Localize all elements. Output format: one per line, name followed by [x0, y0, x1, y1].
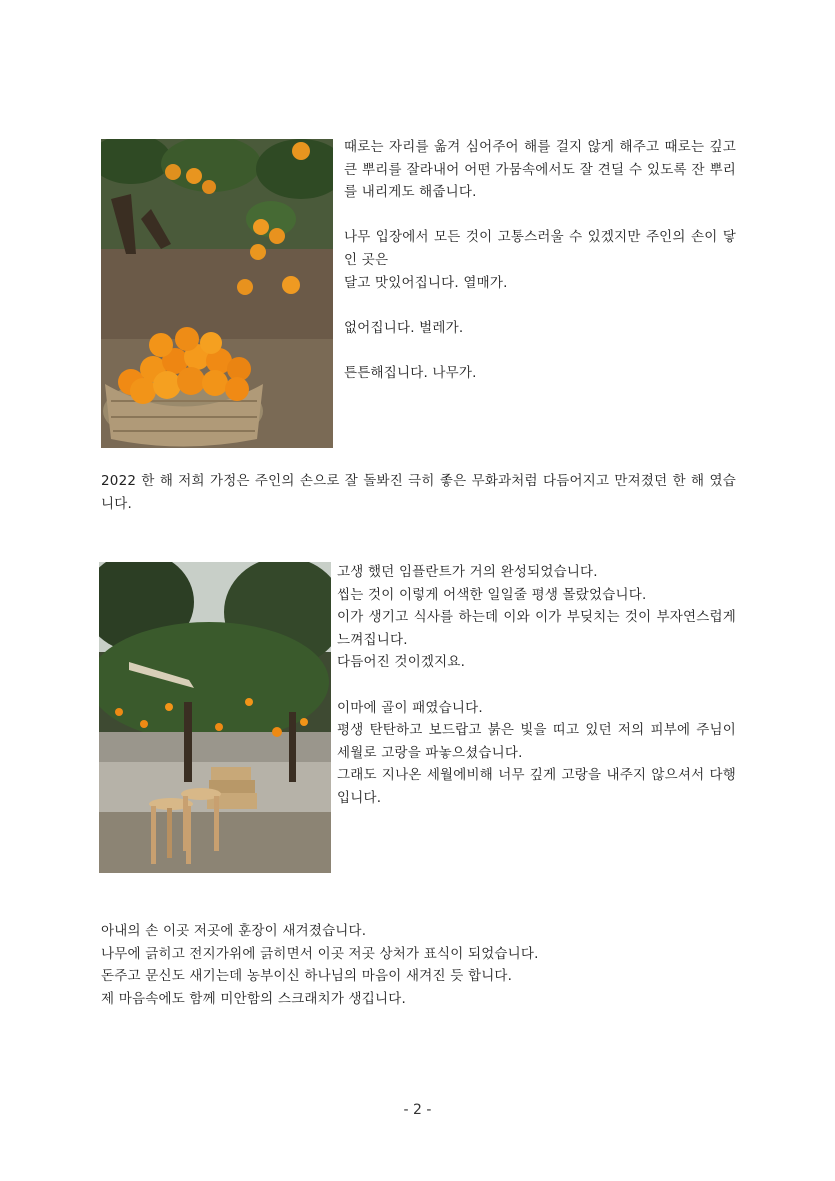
line-teeth: 이가 생기고 식사를 하는데 이와 이가 부딪치는 것이 부자연스럽게 느껴집니다. [337, 609, 736, 648]
orchard-stools-photo [99, 562, 331, 873]
line-chewing: 씹는 것이 이렇게 어색한 일일줄 평생 몰랐었습니다. [337, 586, 647, 603]
implant-text-block [337, 561, 736, 810]
paragraph-transplant: 때로는 자리를 옮겨 심어주어 해를 걸지 않게 해주고 때로는 깊고 큰 뿌리를 잘라내어 어떤 가뭄속에서도 잘 견딜 수 있도록 잔 뿌리를 내리게도 해줍니다. [344, 139, 736, 201]
paragraph-fruit: 달고 맛있어집니다. 열매가. [344, 274, 508, 291]
tangerine-basket-photo [101, 139, 333, 448]
wife-text-block [101, 920, 736, 1010]
line-wife-hand: 아내의 손 이곳 저곳에 훈장이 새겨졌습니다. [101, 923, 367, 939]
year-summary-text [101, 470, 736, 515]
page-number: - 2 - [403, 1102, 432, 1118]
line-tattoo: 돈주고 문신도 새기는데 농부이신 하나님의 마음이 새겨진 듯 합니다. [101, 968, 513, 985]
paragraph-2022: 2022 한 해 저희 가정은 주인의 손으로 잘 돌봐진 극히 좋은 무화과처럼 다듬어지고 만져졌던 한 해 였습니다. [101, 473, 736, 512]
line-scratches: 나무에 긁히고 전지가위에 긁히면서 이곳 저곳 상처가 표식이 되었습니다. [101, 945, 539, 962]
line-skin: 평생 탄탄하고 보드랍고 붉은 빛을 띠고 있던 저의 피부에 주님이 세월로 고랑을 파놓으셨습니다. [337, 722, 736, 761]
line-implant: 고생 했던 임플란트가 거의 완성되었습니다. [337, 564, 598, 580]
line-trimmed: 다듬어진 것이겠지요. [337, 654, 466, 671]
line-sorry: 제 마음속에도 함께 미안함의 스크래치가 생깁니다. [101, 990, 407, 1007]
paragraph-owner-hand: 나무 입장에서 모든 것이 고통스러울 수 있겠지만 주인의 손이 닿인 곳은 [344, 229, 736, 268]
paragraph-bugs: 없어집니다. 벌레가. [344, 319, 464, 336]
intro-text-block [344, 136, 736, 385]
paragraph-tree: 튼튼해집니다. 나무가. [344, 364, 477, 381]
line-fortunate: 그래도 지나온 세월에비해 너무 깊게 고랑을 내주지 않으셔서 다행입니다. [337, 767, 736, 806]
line-forehead: 이마에 골이 패였습니다. [337, 699, 483, 716]
